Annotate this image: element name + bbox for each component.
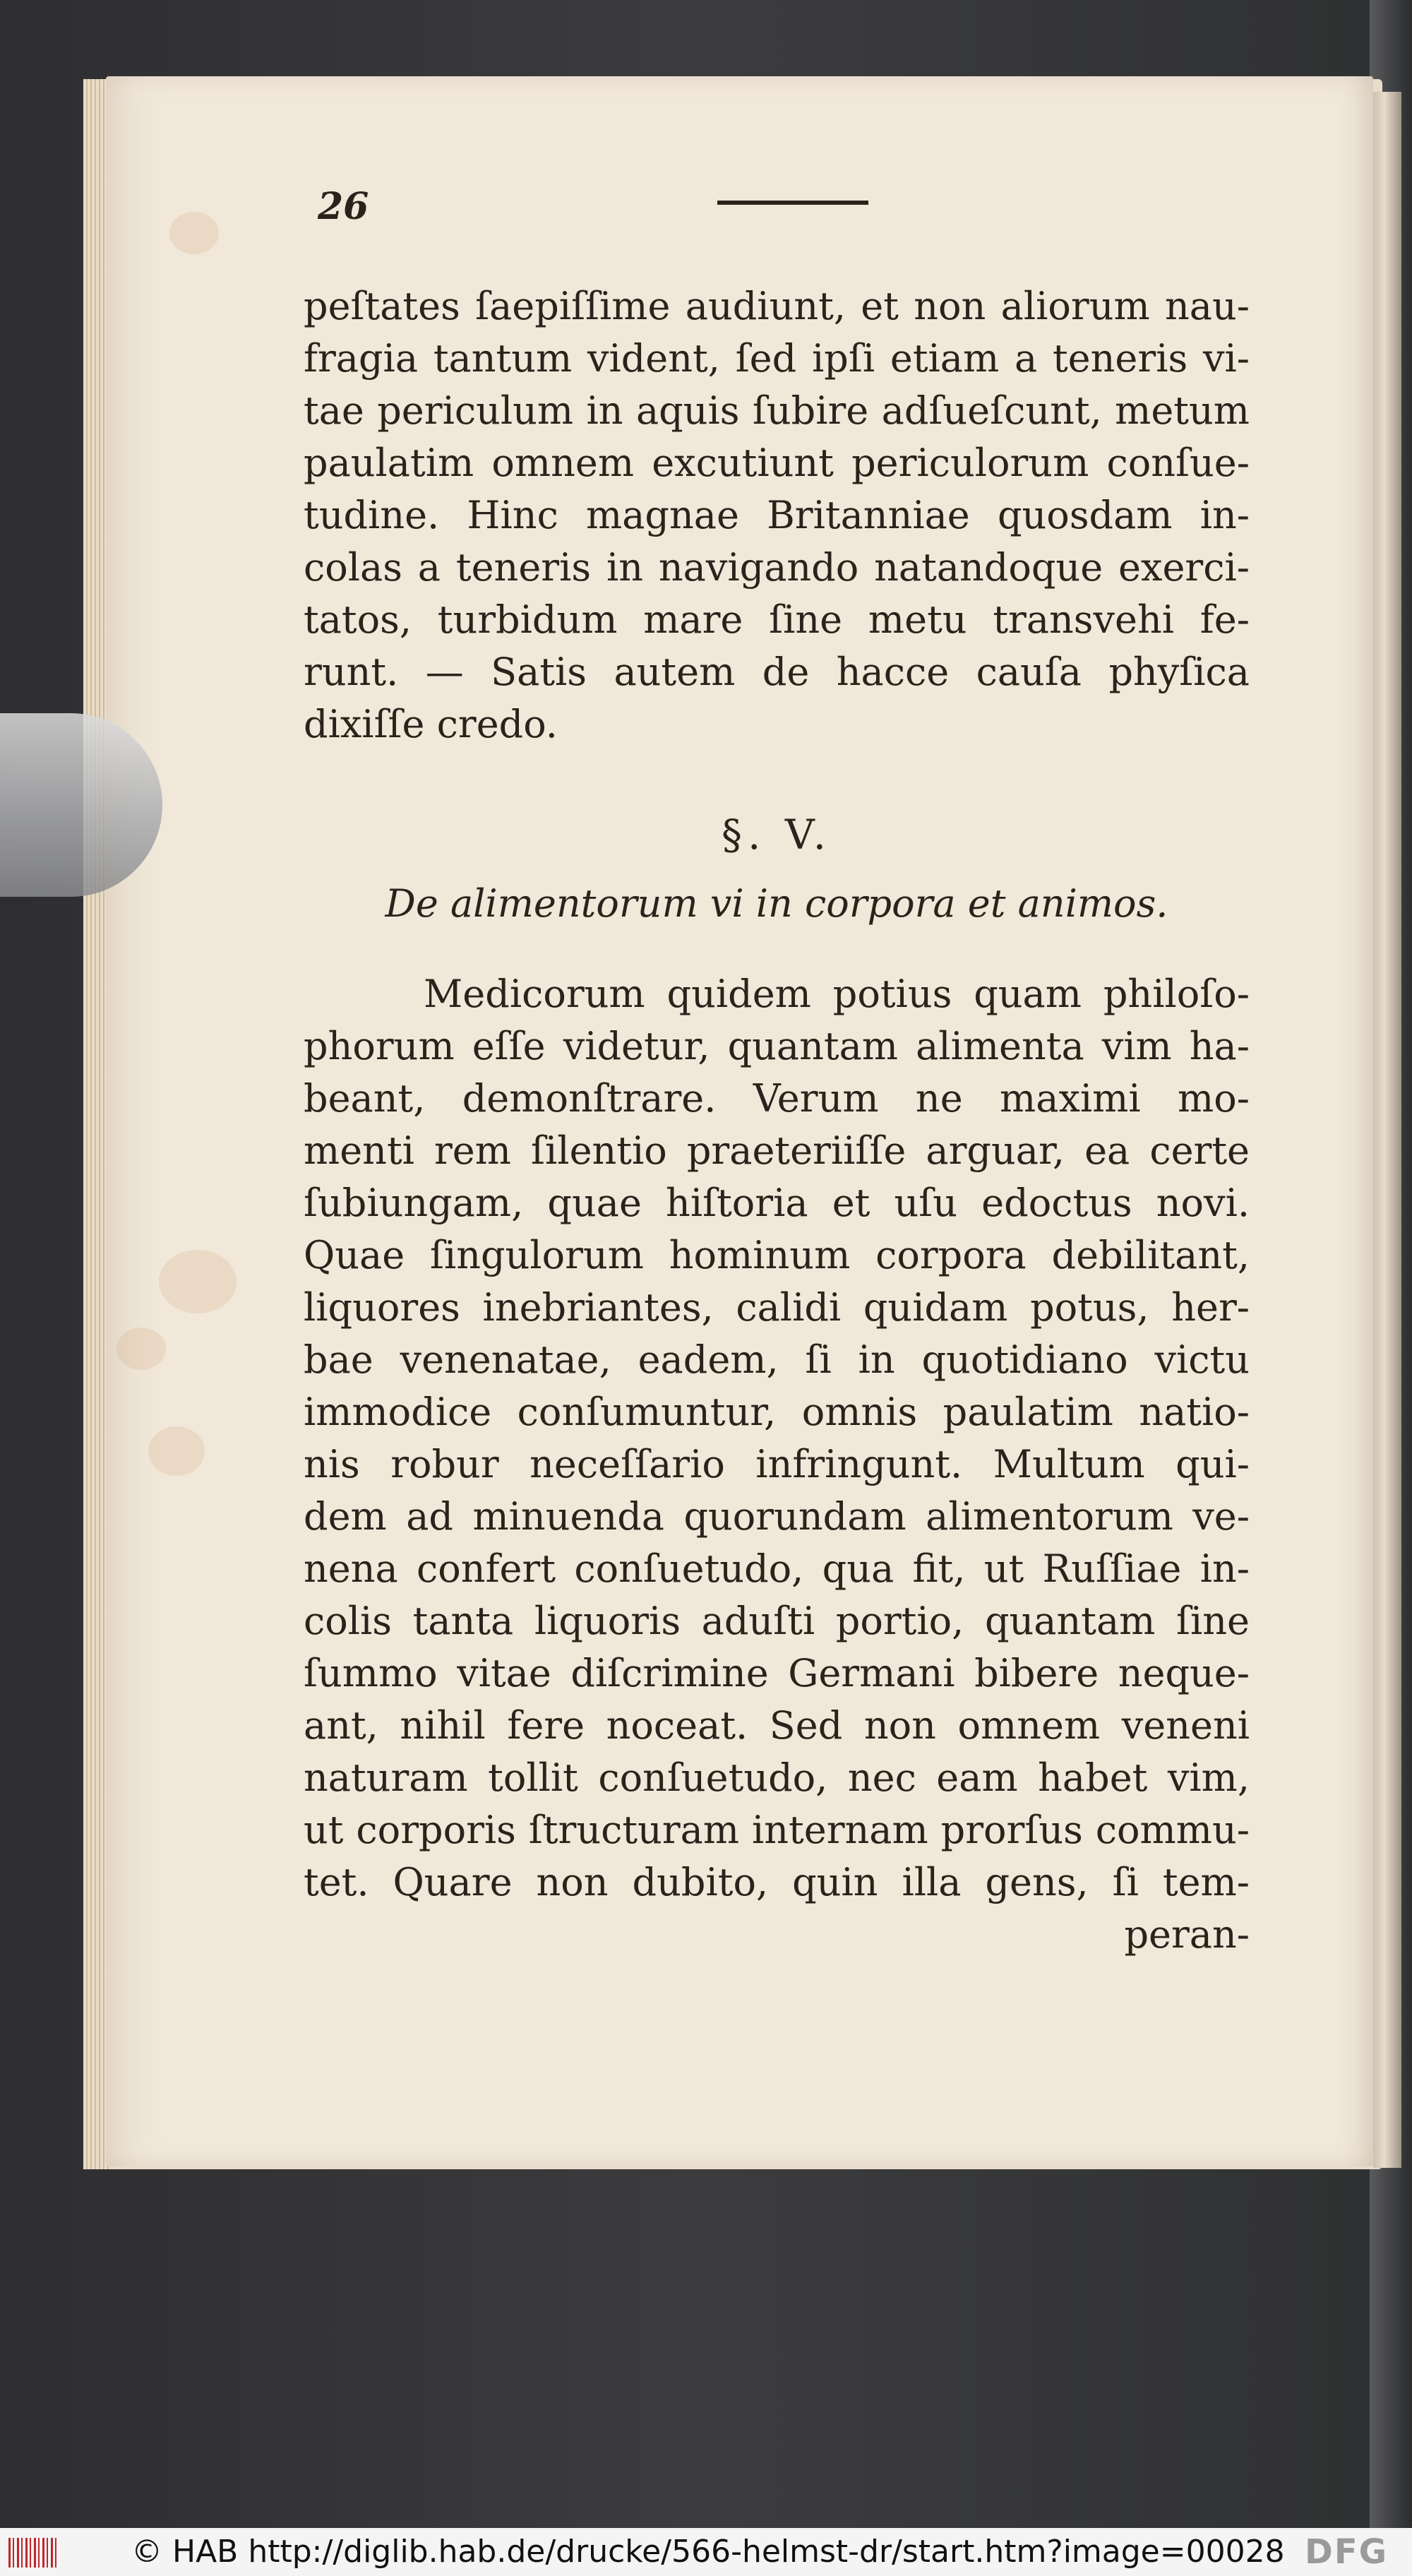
foxing-stain bbox=[148, 1426, 205, 1476]
text-line: tae periculum in aquis ſubire adſueſcunt, metum bbox=[304, 388, 1250, 433]
catchword-block bbox=[304, 1909, 1250, 1961]
text-line: ſubiungam, quae hiſtoria et uſu edoctus novi. bbox=[304, 1181, 1250, 1225]
text-line: menti rem ſilentio praeteriiſſe arguar, ea certe bbox=[304, 1128, 1250, 1173]
catchword: peran- bbox=[1124, 1912, 1250, 1957]
text-line: bae venenatae, eadem, ſi in quotidiano victu bbox=[304, 1337, 1250, 1382]
text-line: runt. — Satis autem de hacce cauſa phyſica bbox=[304, 650, 1250, 694]
page-header bbox=[318, 185, 1250, 227]
text-line: tatos, turbidum mare ſine metu transvehi fe- bbox=[304, 597, 1250, 642]
text-line: immodice conſumuntur, omnis paulatim natio- bbox=[304, 1390, 1250, 1434]
foxing-stain bbox=[159, 1250, 237, 1313]
text-line: beant, demonſtrare. Verum ne maximi mo- bbox=[304, 1076, 1250, 1121]
text-line: nena confert conſuetudo, qua fit, ut Ruſſiae in- bbox=[304, 1546, 1250, 1591]
text-line: tet. Quare non dubito, quin illa gens, ſi tem- bbox=[304, 1860, 1250, 1904]
text-line: liquores inebriantes, calidi quidam potus, her- bbox=[304, 1285, 1250, 1330]
credit-link[interactable]: © HAB http://diglib.hab.de/drucke/566-helmst-dr/start.htm?image=00028 bbox=[131, 2534, 1285, 2570]
text-line: ant, nihil fere noceat. Sed non omnem veneni bbox=[304, 1703, 1250, 1748]
page-edges-right bbox=[1373, 92, 1401, 2168]
header-rule bbox=[717, 201, 868, 205]
paragraph-1 bbox=[304, 280, 1250, 751]
section-mark: §. V. bbox=[721, 811, 832, 859]
section-title: De alimentorum vi in corpora et animos. bbox=[385, 881, 1168, 926]
text-line: Medicorum quidem potius quam philoſo- bbox=[424, 972, 1250, 1016]
dfg-logo: DFG bbox=[1305, 2532, 1389, 2572]
barcode-icon bbox=[8, 2538, 58, 2568]
text-line: ut corporis ſtructuram internam prorſus commu- bbox=[304, 1808, 1250, 1852]
foxing-stain bbox=[116, 1328, 166, 1370]
text-line: peſtates ſaepiſſime audiunt, et non aliorum nau- bbox=[304, 284, 1250, 328]
foxing-stain bbox=[169, 212, 219, 254]
paragraph-2 bbox=[304, 968, 1250, 1909]
text-line: colis tanta liquoris aduſti portio, quantam ſine bbox=[304, 1599, 1250, 1643]
text-line: dixiſſe credo. bbox=[304, 702, 558, 746]
page-number: 26 bbox=[318, 185, 369, 228]
text-line: phorum eſſe videtur, quantam alimenta vim ha- bbox=[304, 1024, 1250, 1068]
text-line: tudine. Hinc magnae Britanniae quosdam in- bbox=[304, 493, 1250, 537]
text-line: fragia tantum vident, ſed ipſi etiam a teneris vi- bbox=[304, 336, 1250, 381]
text-line: dem ad minuenda quorundam alimentorum ve- bbox=[304, 1494, 1250, 1539]
text-line: nis robur neceſſario infringunt. Multum qui- bbox=[304, 1442, 1250, 1486]
text-line: colas a teneris in navigando natandoque exerci- bbox=[304, 545, 1250, 590]
text-line: naturam tollit conſuetudo, nec eam habet vim, bbox=[304, 1755, 1250, 1800]
text-line: Quae ſingulorum hominum corpora debilitant, bbox=[304, 1233, 1250, 1277]
text-line: paulatim omnem excutiunt periculorum conſue- bbox=[304, 441, 1250, 485]
text-line: ſummo vitae diſcrimine Germani bibere neque- bbox=[304, 1651, 1250, 1695]
footer-bar bbox=[0, 2528, 1412, 2576]
